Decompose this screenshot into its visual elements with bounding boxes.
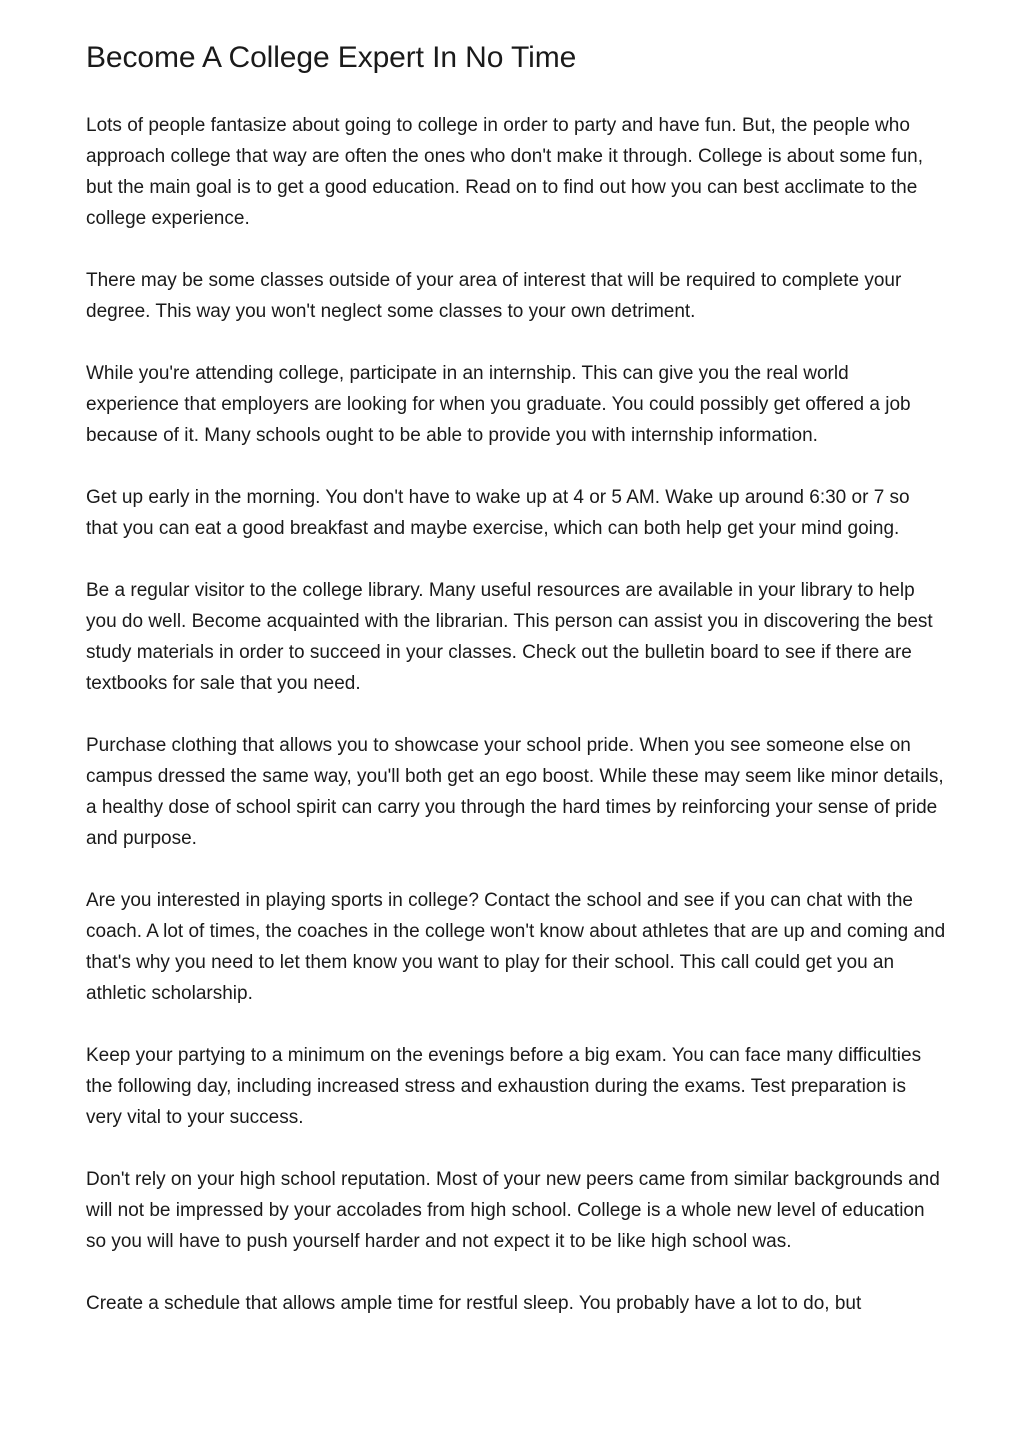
document-page bbox=[86, 40, 946, 1319]
paragraph-4: Get up early in the morning. You don't have to wake up at 4 or 5 AM. Wake up around 6:30 or 7 so that you can eat a good breakfast and maybe exercise, which can both help get your mind going. bbox=[86, 487, 910, 539]
paragraph-5: Be a regular visitor to the college library. Many useful resources are available in your library to help you do well. Become acquainted with the librarian. This person can assist you in discovering the best study materials in order to succeed in your classes. Check out the bulletin board to see if there are textbooks for sale that you need. bbox=[86, 580, 933, 694]
paragraph-2: There may be some classes outside of your area of interest that will be required to complete your degree. This way you won't neglect some classes to your own detriment. bbox=[86, 270, 902, 322]
paragraph-8: Keep your partying to a minimum on the evenings before a big exam. You can face many difficulties the following day, including increased stress and exhaustion during the exams. Test preparation is very vital to your success. bbox=[86, 1045, 922, 1128]
paragraph-10: Create a schedule that allows ample time for restful sleep. You probably have a lot to do, but bbox=[86, 1293, 862, 1314]
paragraph-6: Purchase clothing that allows you to showcase your school pride. When you see someone else on campus dressed the same way, you'll both get an ego boost. While these may seem like minor details, a healthy dose of school spirit can carry you through the hard times by reinforcing your sense of pride and purpose. bbox=[86, 735, 944, 849]
paragraph-9: Don't rely on your high school reputation. Most of your new peers came from similar backgrounds and will not be impressed by your accolades from high school. College is a whole new level of education so you will have to push yourself harder and not expect it to be like high school was. bbox=[86, 1169, 940, 1252]
document-title: Become A College Expert In No Time bbox=[86, 41, 577, 74]
paragraph-7: Are you interested in playing sports in college? Contact the school and see if you can chat with the coach. A lot of times, the coaches in the college won't know about athletes that are up and coming and that's why you need to let them know you want to play for their school. This call could get you an athletic scholarship. bbox=[86, 890, 946, 1004]
paragraph-3: While you're attending college, participate in an internship. This can give you the real world experience that employers are looking for when you graduate. You could possibly get offered a job because of it. Many schools ought to be able to provide you with internship information. bbox=[86, 363, 911, 446]
paragraph-1: Lots of people fantasize about going to college in order to party and have fun. But, the people who approach college that way are often the ones who don't make it through. College is about some fun, but the main goal is to get a good education. Read on to find out how you can best acclimate to the college experience. bbox=[86, 115, 923, 229]
